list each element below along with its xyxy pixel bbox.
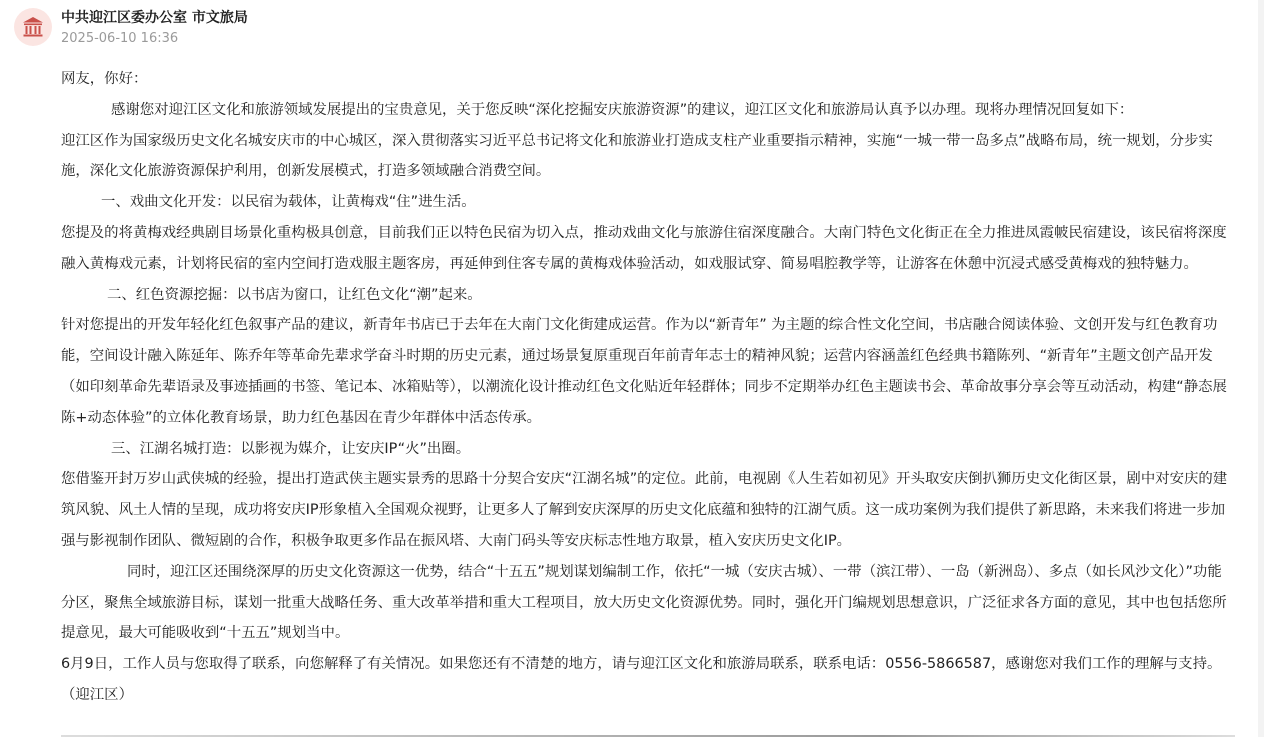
scrollbar-track[interactable]	[1258, 0, 1264, 737]
reply-body	[61, 64, 1233, 711]
section-3-body: 您借鉴开封万岁山武侠城的经验，提出打造武侠主题实景秀的思路十分契合安庆“江湖名城”的定位。此前，电视剧《人生若如初见》开头取安庆倒扒狮历史文化街区景，剧中对安庆的建筑风貌、风土人情的呈现，成功将安庆IP形象植入全国观众视野，让更多人了解到安庆深厚的历史文化底蕴和独特的江湖气质。这一成功案例为我们提供了新思路，未来我们将进一步加强与影视制作团队、微短剧的合作，积极争取更多作品在振风塔、大南门码头等安庆标志性地方取景，植入安庆历史文化IP。	[61, 471, 1228, 549]
section-1-body: 您提及的将黄梅戏经典剧目场景化重构极具创意，目前我们正以特色民宿为切入点，推动戏曲文化与旅游住宿深度融合。大南门特色文化街正在全力推进凤霞帔民宿建设，该民宿将深度融入黄梅戏元素，计划将民宿的室内空间打造戏服主题客房，再延伸到住客专属的黄梅戏体验活动，如戏服试穿、简易唱腔教学等，让游客在休憩中沉浸式感受黄梅戏的独特魅力。	[61, 224, 1227, 272]
section-3-title: 三、江湖名城打造：以影视为媒介，让安庆IP“火”出圈。	[111, 440, 471, 457]
section-1-title: 一、戏曲文化开发：以民宿为载体，让黄梅戏“住”进生活。	[101, 194, 476, 211]
post-timestamp: 2025-06-10 16:36	[61, 31, 179, 46]
intro-paragraph: 感谢您对迎江区文化和旅游领域发展提出的宝贵意见，关于您反映“深化挖掘安庆旅游资源”的建议，迎江区文化和旅游局认真予以办理。现将办理情况回复如下：	[111, 101, 1134, 118]
greeting: 网友，你好：	[61, 71, 148, 87]
author-name[interactable]: 中共迎江区委办公室 市文旅局	[61, 10, 248, 26]
reply-header	[14, 6, 1254, 50]
avatar[interactable]	[14, 8, 52, 46]
planning-paragraph: 同时，迎江区还围绕深厚的历史文化资源这一优势，结合“十五五”规划谋划编制工作，依托“一城（安庆古城）、一带（滨江带）、一岛（新洲岛）、多点（如长风沙文化）”功能分区，聚焦全域旅游目标，谋划一批重大战略任务、重大改革举措和重大工程项目，放大历史文化资源优势。同时，强化开门编规划思想意识，广泛征求各方面的意见，其中也包括您所提意见，最大可能吸收到“十五五”规划当中。	[61, 563, 1227, 642]
government-building-icon	[21, 15, 45, 39]
section-2-body: 针对您提出的开发年轻化红色叙事产品的建议，新青年书店已于去年在大南门文化街建成运营。作为以“新青年” 为主题的综合性文化空间，书店融合阅读体验、文创开发与红色教育功能，空间设计融入陈延年、陈乔年等革命先辈求学奋斗时期的历史元素，通过场景复原重现百年前青年志士的精神风貌；运营内容涵盖红色经典书籍陈列、“新青年”主题文创产品开发（如印刻革命先辈语录及事迹插画的书签、笔记本、冰箱贴等），以潮流化设计推动红色文化贴近年轻群体；同步不定期举办红色主题读书会、革命故事分享会等互动活动，构建“静态展陈+动态体验”的立体化教育场景，助力红色基因在青少年群体中活态传承。	[61, 317, 1227, 426]
closing-paragraph: 6月9日，工作人员与您取得了联系，向您解释了有关情况。如果您还有不清楚的地方，请与迎江区文化和旅游局联系，联系电话：0556-5866587，感谢您对我们工作的理解与支持。（迎江区）	[61, 656, 1222, 703]
section-2-title: 二、红色资源挖掘：以书店为窗口，让红色文化“潮”起来。	[107, 286, 482, 303]
overview-paragraph: 迎江区作为国家级历史文化名城安庆市的中心城区，深入贯彻落实习近平总书记将文化和旅游业打造成支柱产业重要指示精神，实施“一城一带一岛多点”战略布局，统一规划，分步实施，深化文化旅游资源保护利用，创新发展模式，打造多领域融合消费空间。	[61, 132, 1213, 180]
